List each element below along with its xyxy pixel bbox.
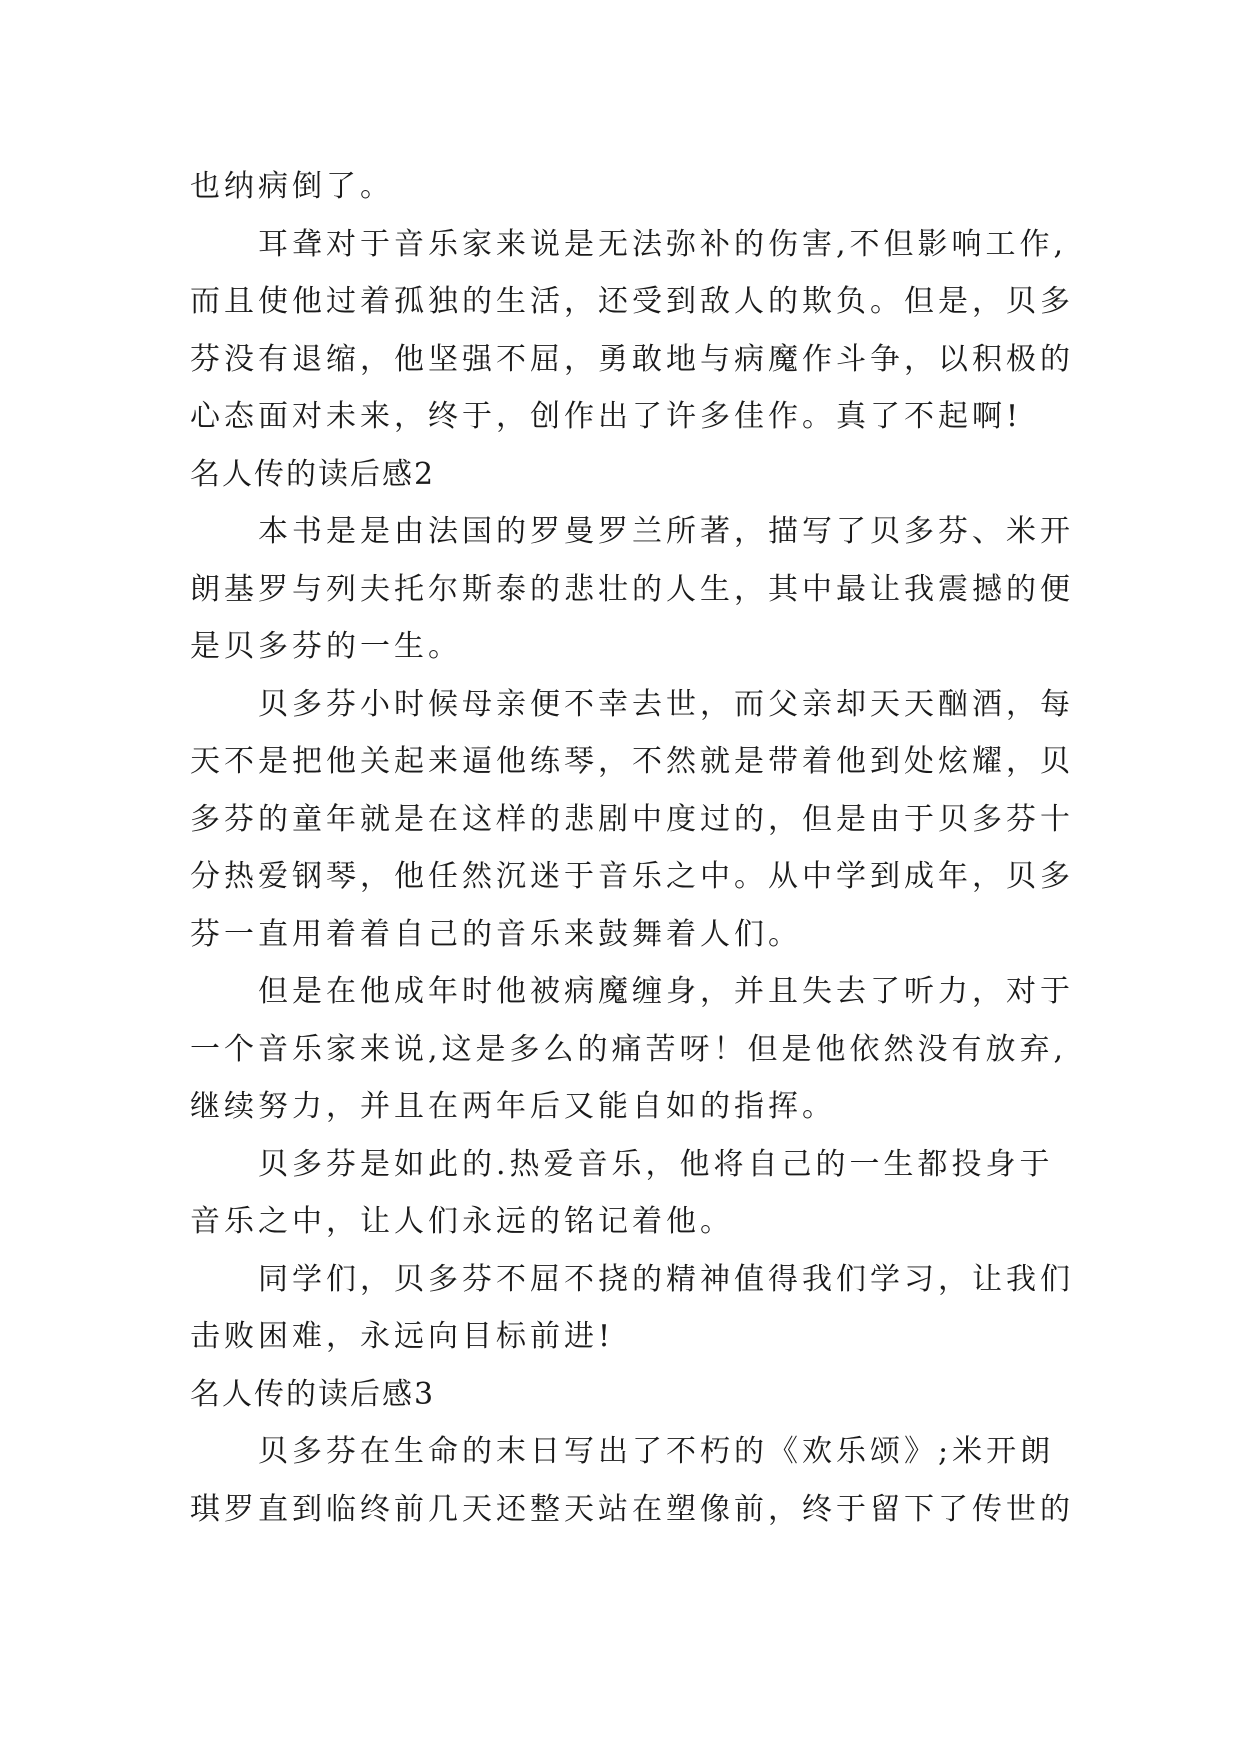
text-line: 同学们，贝多芬不屈不挠的精神值得我们学习，让我们 bbox=[258, 1261, 1074, 1297]
text-line: 朗基罗与列夫托尔斯泰的悲壮的人生，其中最让我震撼的便 bbox=[190, 571, 1074, 607]
text-line: 继续努力，并且在两年后又能自如的指挥。 bbox=[190, 1089, 836, 1124]
text-line: 贝多芬在生命的末日写出了不朽的《欢乐颂》;米开朗 bbox=[258, 1434, 1055, 1469]
text-line: 击败困难，永远向目标前进! bbox=[190, 1319, 615, 1354]
text-line: 是贝多芬的一生。 bbox=[190, 629, 462, 664]
text-line: 贝多芬是如此的.热爱音乐，他将自己的一生都投身于 bbox=[258, 1146, 1054, 1182]
text-line: 天不是把他关起来逼他练琴，不然就是带着他到处炫耀，贝 bbox=[190, 744, 1074, 779]
section-heading: 名人传的读后感3 bbox=[190, 1376, 436, 1412]
text-line: 本书是是由法国的罗曼罗兰所著，描写了贝多芬、米开 bbox=[258, 514, 1074, 549]
text-line: 琪罗直到临终前几天还整天站在塑像前，终于留下了传世的 bbox=[190, 1491, 1074, 1527]
section-heading: 名人传的读后感2 bbox=[190, 456, 436, 492]
text-line: 耳聋对于音乐家来说是无法弥补的伤害,不但影响工作, bbox=[258, 226, 1068, 262]
text-line: 但是在他成年时他被病魔缠身，并且失去了听力，对于 bbox=[258, 974, 1074, 1009]
text-line: 而且使他过着孤独的生活，还受到敌人的欺负。但是，贝多 bbox=[190, 284, 1074, 319]
text-line: 心态面对未来，终于，创作出了许多佳作。真了不起啊! bbox=[190, 399, 1023, 434]
text-line: 多芬的童年就是在这样的悲剧中度过的，但是由于贝多芬十 bbox=[190, 801, 1074, 837]
text-line: 音乐之中，让人们永远的铭记着他。 bbox=[190, 1204, 734, 1239]
text-line: 一个音乐家来说,这是多么的痛苦呀！但是他依然没有放弃, bbox=[190, 1031, 1068, 1067]
text-line: 芬一直用着着自己的音乐来鼓舞着人们。 bbox=[190, 916, 802, 952]
text-line: 分热爱钢琴，他任然沉迷于音乐之中。从中学到成年，贝多 bbox=[190, 859, 1074, 894]
document-body bbox=[190, 158, 1074, 1538]
text-line: 芬没有退缩，他坚强不屈，勇敢地与病魔作斗争，以积极的 bbox=[190, 341, 1074, 377]
text-line: 贝多芬小时候母亲便不幸去世，而父亲却天天酗酒，每 bbox=[258, 686, 1074, 722]
text-line: 也纳病倒了。 bbox=[190, 169, 394, 204]
